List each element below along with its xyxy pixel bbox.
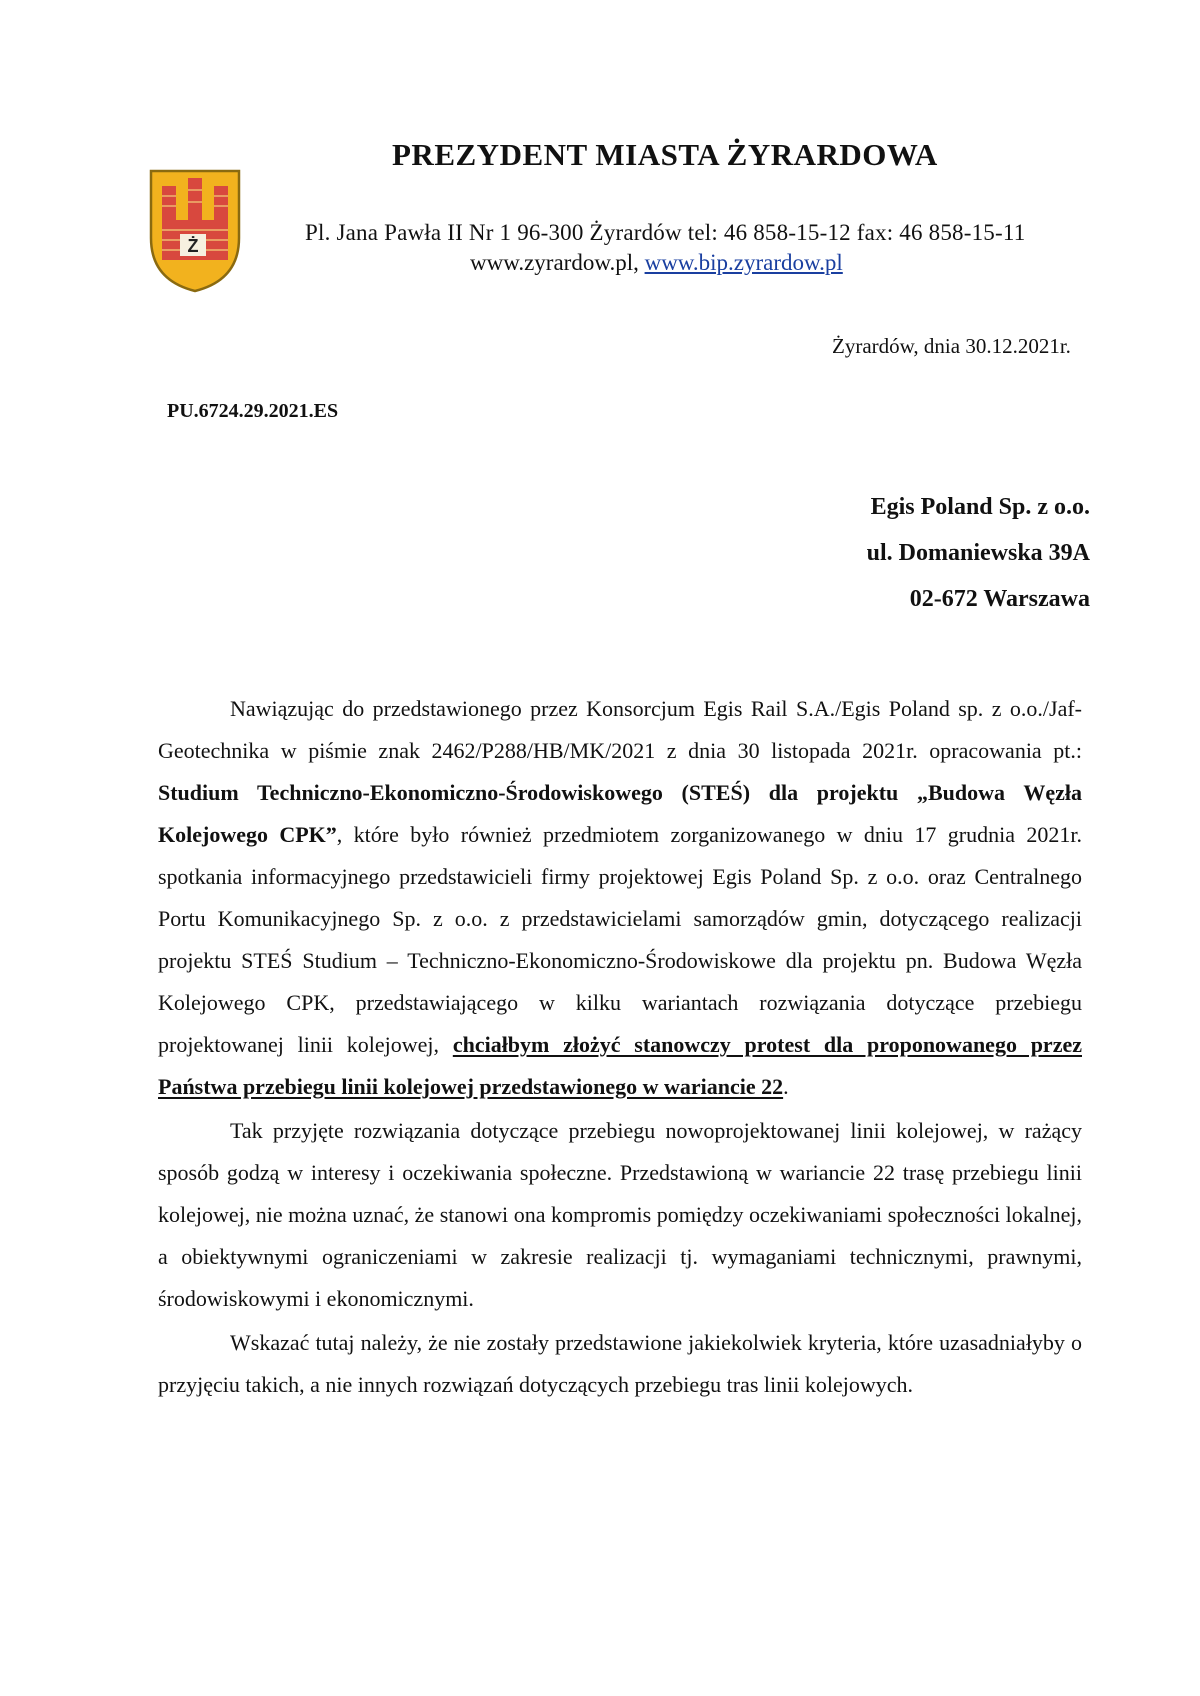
reference-number: PU.6724.29.2021.ES [167, 400, 339, 422]
recipient-address [867, 484, 1090, 622]
website-text: www.zyrardow.pl, [470, 250, 639, 275]
org-title: PREZYDENT MIASTA ŻYRARDOWA [392, 137, 938, 172]
paragraph-3: Wskazać tutaj należy, że nie zostały przedstawione jakiekolwiek kryteria, które uzasadniałyby o przyjęciu takich, a nie innych rozwiązań dotyczących przebiegu tras linii kolejowych. [158, 1330, 1082, 1397]
paragraph-1-intro: Nawiązując do przedstawionego przez Konsorcjum Egis Rail S.A./Egis Poland sp. z o.o./Jaf-Geotechnika w piśmie znak 2462/P288/HB/MK/2021 z dnia 30 listopada 2021r. opracowania pt.: [158, 696, 1082, 763]
letter-body [158, 688, 1082, 1406]
paragraph-1 [158, 688, 1082, 1108]
letter-date: Żyrardów, dnia 30.12.2021r. [832, 334, 1071, 358]
protest-statement: chciałbym złożyć stanowczy protest dla proponowanego przez Państwa przebiegu linii kolejowej przedstawionego w wariancie 22 [158, 1032, 1082, 1099]
bip-link[interactable]: www.bip.zyrardow.pl [644, 250, 843, 275]
recipient-street: ul. Domaniewska 39A [866, 540, 1090, 566]
crest-letter: Ż [187, 236, 199, 256]
paragraph-1-end: . [783, 1074, 789, 1099]
study-title: Studium Techniczno-Ekonomiczno-Środowiskowego (STEŚ) dla projektu „Budowa Węzła Kolejowego CPK” [158, 780, 1082, 847]
contact-websites [470, 250, 843, 276]
recipient-name: Egis Poland Sp. z o.o. [870, 494, 1090, 520]
city-coat-of-arms-icon [148, 168, 242, 294]
recipient-city: 02-672 Warszawa [909, 586, 1090, 612]
paragraph-1-middle: , które było również przedmiotem zorganizowanego w dniu 17 grudnia 2021r. spotkania informacyjnego przedstawicieli firmy projektowej Egis Poland Sp. z o.o. oraz Centralnego Portu Komunikacyjnego Sp. z o.o. z przedstawicielami samorządów gmin, dotyczącego realizacji projektu STEŚ Studium – Techniczno-Ekonomiczno-Środowiskowe dla projektu pn. Budowa Węzła Kolejowego CPK, przedstawiającego w kilku wariantach rozwiązania dotyczące przebiegu projektowanej linii kolejowej, [158, 822, 1082, 1057]
contact-address: Pl. Jana Pawła II Nr 1 96-300 Żyrardów tel: 46 858-15-12 fax: 46 858-15-11 [305, 220, 1026, 245]
paragraph-2: Tak przyjęte rozwiązania dotyczące przebiegu nowoprojektowanej linii kolejowej, w rażący sposób godzą w interesy i oczekiwania społeczne. Przedstawioną w wariancie 22 trasę przebiegu linii kolejowej, nie można uznać, że stanowi ona kompromis pomiędzy oczekiwaniami społeczności lokalnej, a obiektywnymi ograniczeniami w zakresie realizacji tj. wymaganiami technicznymi, prawnymi, środowiskowymi i ekonomicznymi. [158, 1118, 1082, 1311]
